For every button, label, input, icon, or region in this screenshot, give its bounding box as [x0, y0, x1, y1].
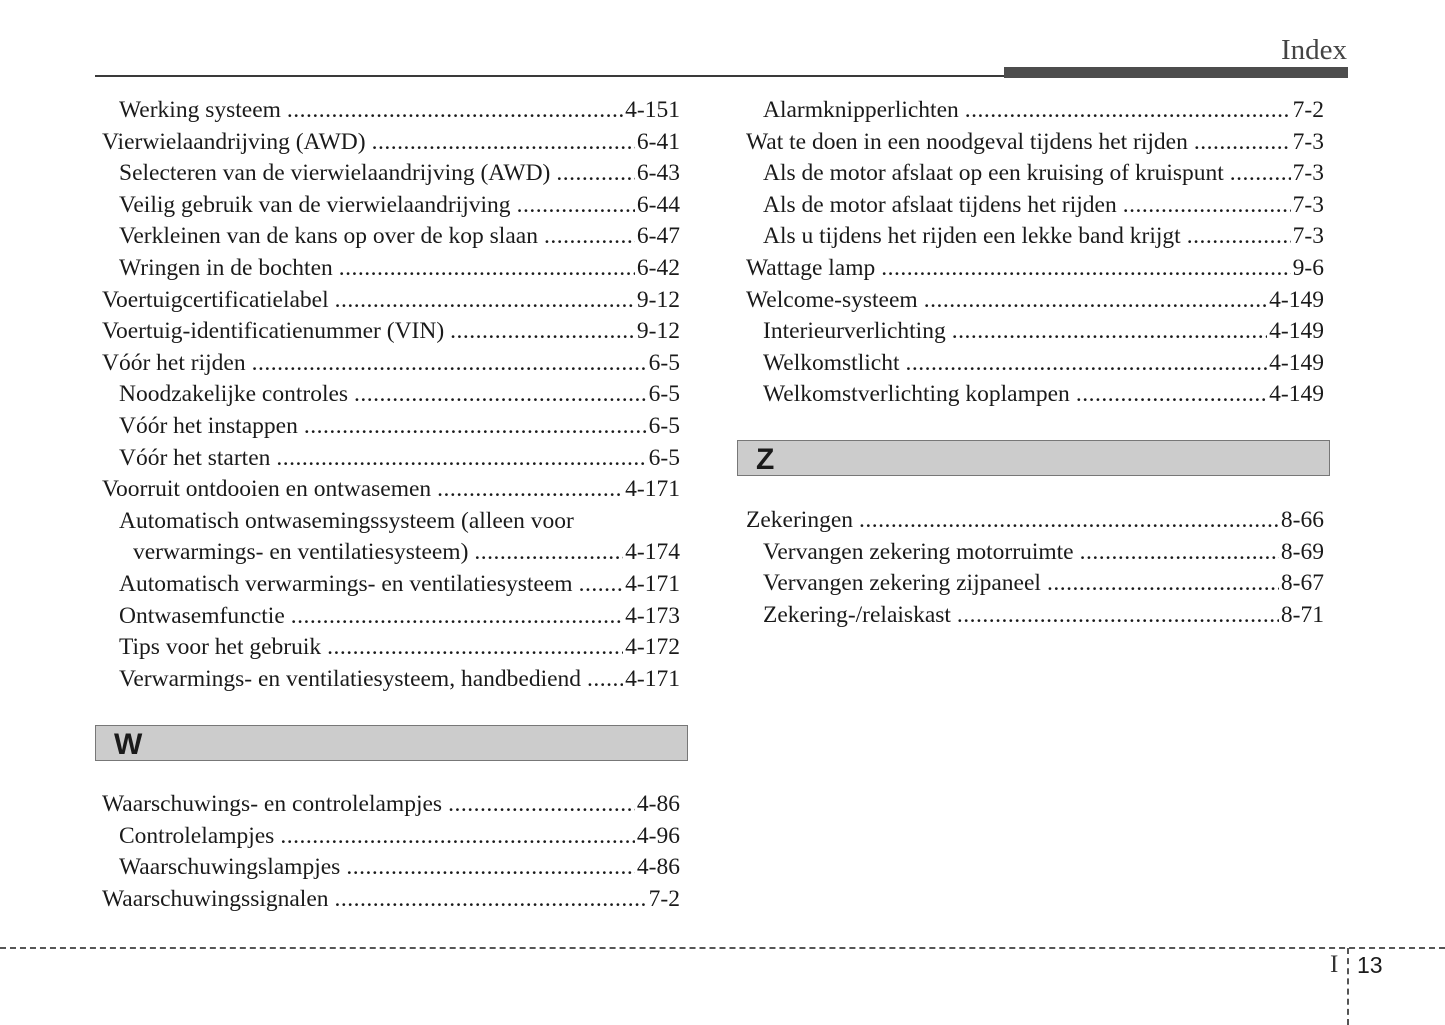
index-entry-label: Welkomstverlichting koplampen — [763, 381, 1070, 408]
header-rule-thick — [1004, 67, 1348, 78]
index-entry-page: 4-149 — [1269, 318, 1324, 345]
index-entry-label: Vervangen zekering motorruimte — [763, 538, 1074, 565]
index-entry-page: 4-149 — [1269, 286, 1324, 313]
index-entry-label: Waarschuwings- en controlelampjes — [102, 791, 443, 817]
index-entry — [746, 285, 1324, 317]
index-entry — [102, 632, 680, 664]
index-entry — [102, 221, 680, 253]
index-entry-page: 6-41 — [636, 128, 680, 155]
index-entry — [746, 221, 1324, 253]
index-entry-label: Automatisch ontwasemingssysteem (alleen voor — [119, 507, 574, 534]
index-entry — [102, 884, 680, 916]
dot-leader — [346, 852, 635, 884]
index-entry — [102, 852, 680, 884]
index-entry — [102, 158, 680, 190]
dot-leader — [1076, 379, 1267, 411]
index-entry-label: Vóór het starten — [119, 444, 271, 471]
index-entry — [746, 537, 1324, 569]
index-entry-label: Als u tijdens het rijden een lekke band krijgt — [763, 223, 1181, 250]
index-entry — [102, 506, 680, 538]
index-entry-page: 6-5 — [648, 412, 680, 439]
dot-leader — [437, 474, 623, 506]
index-entry-page: 4-151 — [625, 97, 680, 123]
index-entry-page: 7-3 — [1292, 160, 1324, 187]
dot-leader — [304, 411, 647, 443]
index-entry — [102, 821, 680, 853]
index-entry — [102, 443, 680, 475]
index-entry-page: 6-47 — [636, 223, 680, 250]
index-entry-label: Wringen in de bochten — [119, 254, 333, 281]
index-entry — [746, 158, 1324, 190]
left-entries-top — [102, 95, 680, 695]
index-entry — [102, 789, 680, 821]
index-entry-page: 7-2 — [648, 885, 680, 912]
dot-leader — [448, 789, 635, 821]
index-entry — [746, 600, 1324, 632]
index-entry-label: Wattage lamp — [746, 254, 876, 281]
header-rule-thin — [95, 75, 1005, 77]
index-entry-label: Tips voor het gebruik — [119, 634, 322, 661]
index-entry — [746, 95, 1324, 127]
index-entry-page: 4-174 — [625, 539, 680, 566]
index-entry-label: Als de motor afslaat op een kruising of kruispunt — [763, 160, 1224, 187]
index-entry-label: Werking systeem — [119, 97, 281, 123]
index-entry-page: 8-69 — [1280, 538, 1324, 565]
index-entry-page: 7-2 — [1292, 97, 1324, 123]
index-entry-page: 4-86 — [636, 791, 680, 817]
dot-leader — [327, 632, 623, 664]
index-entry — [102, 316, 680, 348]
dot-leader — [1194, 127, 1291, 159]
left-index-column-w — [102, 789, 680, 915]
index-entry — [746, 505, 1324, 537]
index-entry-label: Veilig gebruik van de vierwielaandrijving — [119, 191, 511, 218]
index-entry-label: Welcome-systeem — [746, 286, 918, 313]
index-entry — [102, 379, 680, 411]
index-entry-label: Vóór het rijden — [102, 349, 246, 376]
dot-leader — [965, 95, 1291, 127]
index-entry-page: 4-171 — [625, 476, 680, 503]
index-entry-page: 4-149 — [1269, 349, 1324, 376]
dot-leader — [587, 664, 623, 696]
dot-leader — [339, 253, 635, 285]
index-entry-page: 4-171 — [625, 570, 680, 597]
dot-leader — [1230, 158, 1291, 190]
index-entry — [746, 316, 1324, 348]
index-entry-label: Selecteren van de vierwielaandrijving (AWD) — [119, 160, 551, 187]
index-entry — [102, 95, 680, 127]
index-entry-page: 6-5 — [648, 381, 680, 408]
index-entry-label: Ontwasemfunctie — [119, 602, 285, 629]
index-entry-label: Waarschuwingssignalen — [102, 885, 329, 912]
index-entry-page: 8-66 — [1280, 507, 1324, 533]
index-entry-page: 8-67 — [1280, 570, 1324, 597]
index-entry-label: Noodzakelijke controles — [119, 381, 349, 408]
footer-section-label: I — [1330, 951, 1339, 978]
index-entry-page: 6-5 — [648, 444, 680, 471]
index-entry — [746, 127, 1324, 159]
index-entry-label: Voorruit ontdooien en ontwasemen — [102, 476, 432, 503]
index-entry-label: Als de motor afslaat tijdens het rijden — [763, 191, 1117, 218]
index-entry — [102, 569, 680, 601]
index-entry-page: 6-43 — [636, 160, 680, 187]
index-entry-label: Voertuigcertificatielabel — [102, 286, 329, 313]
section-letter-w: W — [114, 728, 143, 761]
index-entry-label: Vierwielaandrijving (AWD) — [102, 128, 366, 155]
index-entry-label: Interieurverlichting — [763, 318, 946, 345]
dot-leader — [252, 348, 647, 380]
index-entry-page: 4-86 — [636, 854, 680, 881]
index-entry-page: 4-149 — [1269, 381, 1324, 408]
dot-leader — [905, 348, 1267, 380]
index-entry-page: 7-3 — [1292, 191, 1324, 218]
dot-leader — [517, 190, 635, 222]
index-entry — [746, 379, 1324, 411]
left-entries-w — [102, 789, 680, 915]
dot-leader — [335, 884, 647, 916]
index-entry-page: 6-44 — [636, 191, 680, 218]
index-entry-page: 6-5 — [648, 349, 680, 376]
dot-leader — [556, 158, 635, 190]
index-entry — [746, 190, 1324, 222]
index-entry — [102, 348, 680, 380]
index-entry — [102, 601, 680, 633]
index-entry-page: 6-42 — [636, 254, 680, 281]
index-entry-page: 4-172 — [625, 634, 680, 661]
index-entry-label: Vóór het instappen — [119, 412, 298, 439]
index-entry-label: Controlelampjes — [119, 822, 275, 849]
dot-leader — [1123, 190, 1291, 222]
index-entry-page: 9-6 — [1292, 254, 1324, 281]
index-entry-page: 4-171 — [625, 665, 680, 692]
index-entry-label: Vervangen zekering zijpaneel — [763, 570, 1041, 597]
dot-leader — [881, 253, 1290, 285]
index-entry-page: 9-12 — [636, 318, 680, 345]
index-entry-page: 4-173 — [625, 602, 680, 629]
index-entry — [102, 127, 680, 159]
index-entry-page: 9-12 — [636, 286, 680, 313]
page-header-title: Index — [1280, 34, 1347, 66]
section-header-w — [95, 725, 688, 761]
index-entry-label: Waarschuwingslampjes — [119, 854, 341, 881]
dot-leader — [450, 316, 635, 348]
dot-leader — [579, 569, 624, 601]
index-entry-label: Welkomstlicht — [763, 349, 900, 376]
index-entry — [102, 537, 680, 569]
dot-leader — [859, 505, 1279, 537]
index-entry — [746, 348, 1324, 380]
index-entry-page: 7-3 — [1292, 128, 1324, 155]
index-entry-page: 8-71 — [1280, 601, 1324, 628]
dot-leader — [372, 127, 635, 159]
index-entry-page: 7-3 — [1292, 223, 1324, 250]
index-entry — [102, 664, 680, 696]
index-entry — [746, 253, 1324, 285]
right-entries-top — [746, 95, 1324, 411]
dot-leader — [280, 821, 635, 853]
index-entry — [102, 474, 680, 506]
dot-leader — [544, 221, 635, 253]
dot-leader — [276, 443, 646, 475]
dot-leader — [1080, 537, 1279, 569]
index-entry — [102, 285, 680, 317]
dot-leader — [957, 600, 1279, 632]
footer-page-number: 13 — [1357, 952, 1383, 978]
index-entry-label: Automatisch verwarmings- en ventilatiesysteem — [119, 570, 573, 597]
footer-dashed-divider — [1347, 948, 1349, 1025]
right-entries-z — [746, 505, 1324, 631]
dot-leader — [354, 379, 647, 411]
index-entry-label: Voertuig-identificatienummer (VIN) — [102, 318, 445, 345]
section-letter-z: Z — [756, 443, 775, 476]
dot-leader — [291, 601, 623, 633]
index-entry-label: Zekeringen — [746, 507, 854, 533]
index-entry — [102, 253, 680, 285]
index-entry-label: Zekering-/relaiskast — [763, 601, 951, 628]
index-entry — [746, 568, 1324, 600]
dot-leader — [335, 285, 635, 317]
right-index-column — [746, 95, 1324, 411]
dot-leader — [1047, 568, 1279, 600]
footer-dashed-rule — [0, 947, 1445, 949]
index-entry — [102, 190, 680, 222]
index-entry-label: Wat te doen in een noodgeval tijdens het rijden — [746, 128, 1188, 155]
dot-leader — [924, 285, 1267, 317]
dot-leader — [287, 95, 623, 127]
index-entry-label: Verkleinen van de kans op over de kop slaan — [119, 223, 538, 250]
dot-leader — [952, 316, 1267, 348]
index-entry-page: 4-96 — [636, 822, 680, 849]
index-entry — [102, 411, 680, 443]
index-entry-label: Verwarmings- en ventilatiesysteem, handbediend — [119, 665, 582, 692]
right-index-column-z — [746, 505, 1324, 631]
left-index-column — [102, 95, 680, 695]
dot-leader — [1187, 221, 1291, 253]
index-entry-label: verwarmings- en ventilatiesysteem) — [133, 539, 469, 566]
section-header-z — [737, 440, 1330, 476]
dot-leader — [474, 537, 623, 569]
index-entry-label: Alarmknipperlichten — [763, 97, 959, 123]
